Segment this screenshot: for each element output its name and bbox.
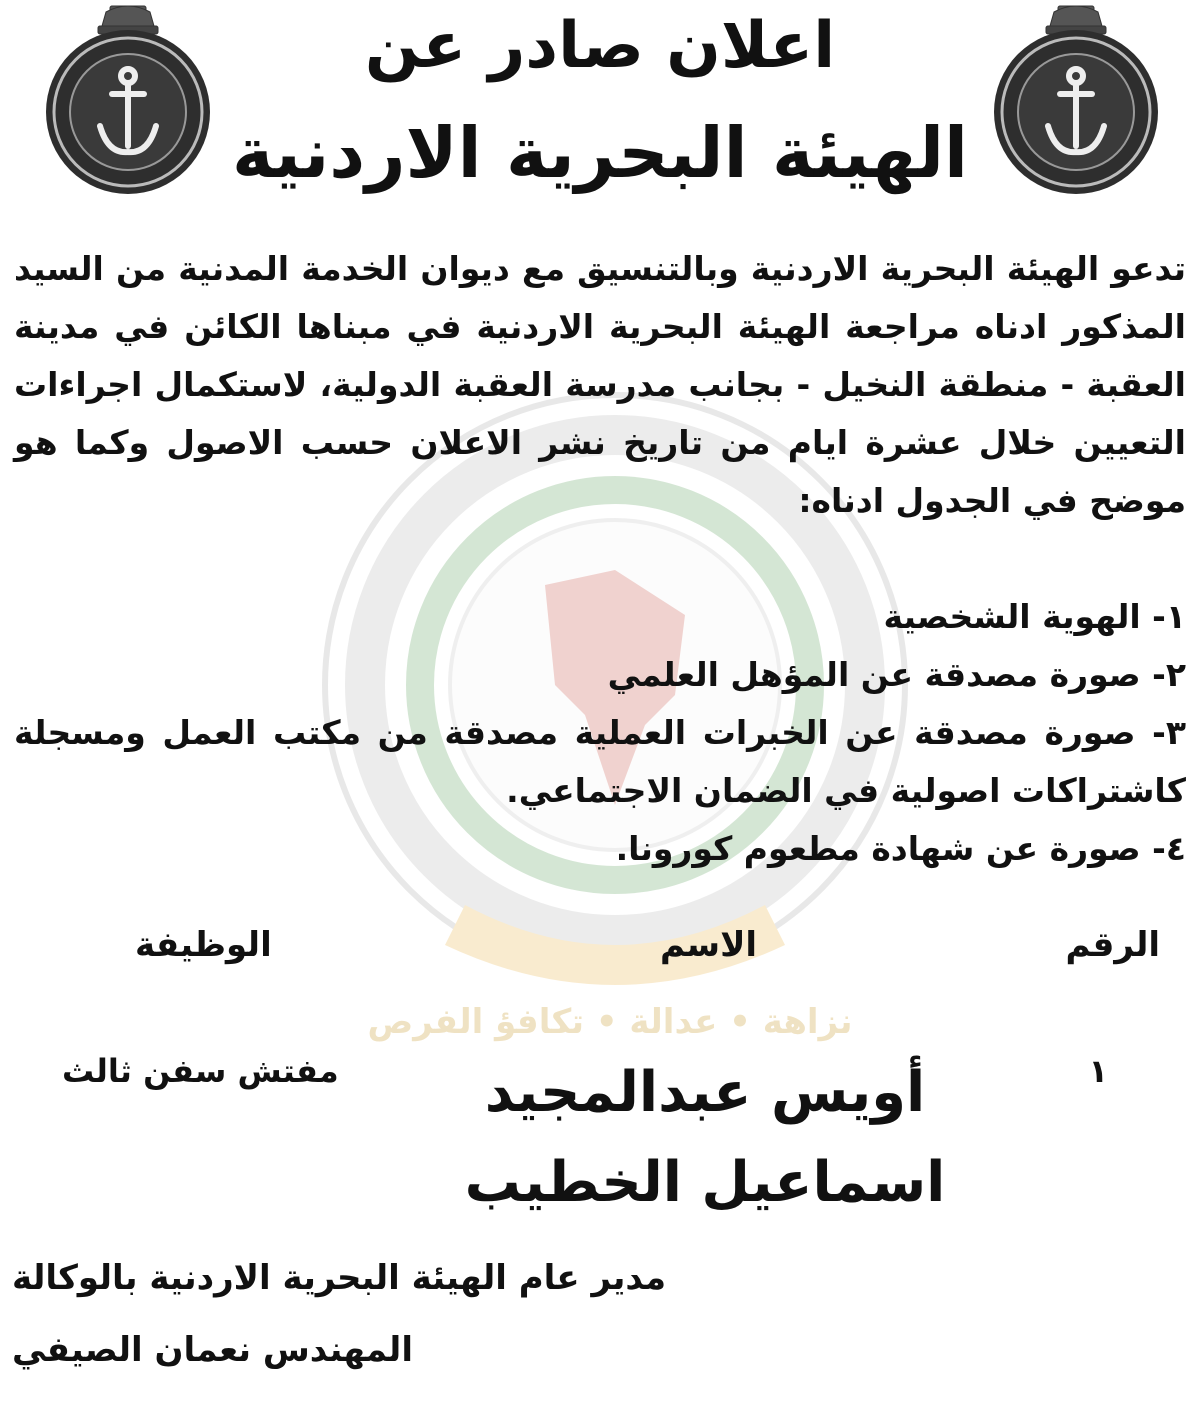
signatory-name: المهندس نعمان الصيفي xyxy=(12,1330,413,1370)
requirement-item: ٤- صورة عن شهادة مطعوم كورونا. xyxy=(615,829,1186,868)
signatory-title: مدير عام الهيئة البحرية الاردنية بالوكالة xyxy=(12,1258,667,1298)
anchor-seal-icon xyxy=(38,4,218,194)
name-line-1: أويس عبدالمجيد xyxy=(484,1060,926,1125)
table-cell-job: مفتش سفن ثالث xyxy=(62,1052,339,1090)
column-header-job: الوظيفة xyxy=(135,925,272,965)
table-cell-number: ١ xyxy=(1088,1052,1108,1090)
page-title: اعلان صادر عن xyxy=(364,9,836,83)
column-header-number: الرقم xyxy=(1065,925,1160,965)
requirement-item: ٣- صورة مصدقة عن الخبرات العملية مصدقة من مكتب العمل ومسجلة كاشتراكات اصولية في الضمان الاجتماعي. xyxy=(14,713,1186,810)
anchor-seal-icon xyxy=(986,4,1166,194)
page-subtitle: الهيئة البحرية الاردنية xyxy=(231,112,969,194)
watermark-motto: نزاهة • عدالة • تكافؤ الفرص xyxy=(367,1002,853,1042)
name-line-2: اسماعيل الخطيب xyxy=(464,1150,946,1215)
announcement-paragraph: تدعو الهيئة البحرية الاردنية وبالتنسيق مع ديوان الخدمة المدنية من السيد المذكور ادناه مراجعة الهيئة البحرية الاردنية في مبناها الكائن في مدينة العقبة - منطقة النخيل - بجانب مدرسة العقبة الدولية، لاستكمال اجراءات التعيين خلال عشرة ايام من تاريخ نشر الاعلان حسب الاصول وكما هو موضح في الجدول ادناه: xyxy=(14,249,1186,520)
requirement-item: ٢- صورة مصدقة عن المؤهل العلمي xyxy=(607,655,1186,694)
requirement-item: ١- الهوية الشخصية xyxy=(883,597,1186,636)
table-cell-name xyxy=(460,1048,950,1228)
column-header-name: الاسم xyxy=(660,925,758,965)
